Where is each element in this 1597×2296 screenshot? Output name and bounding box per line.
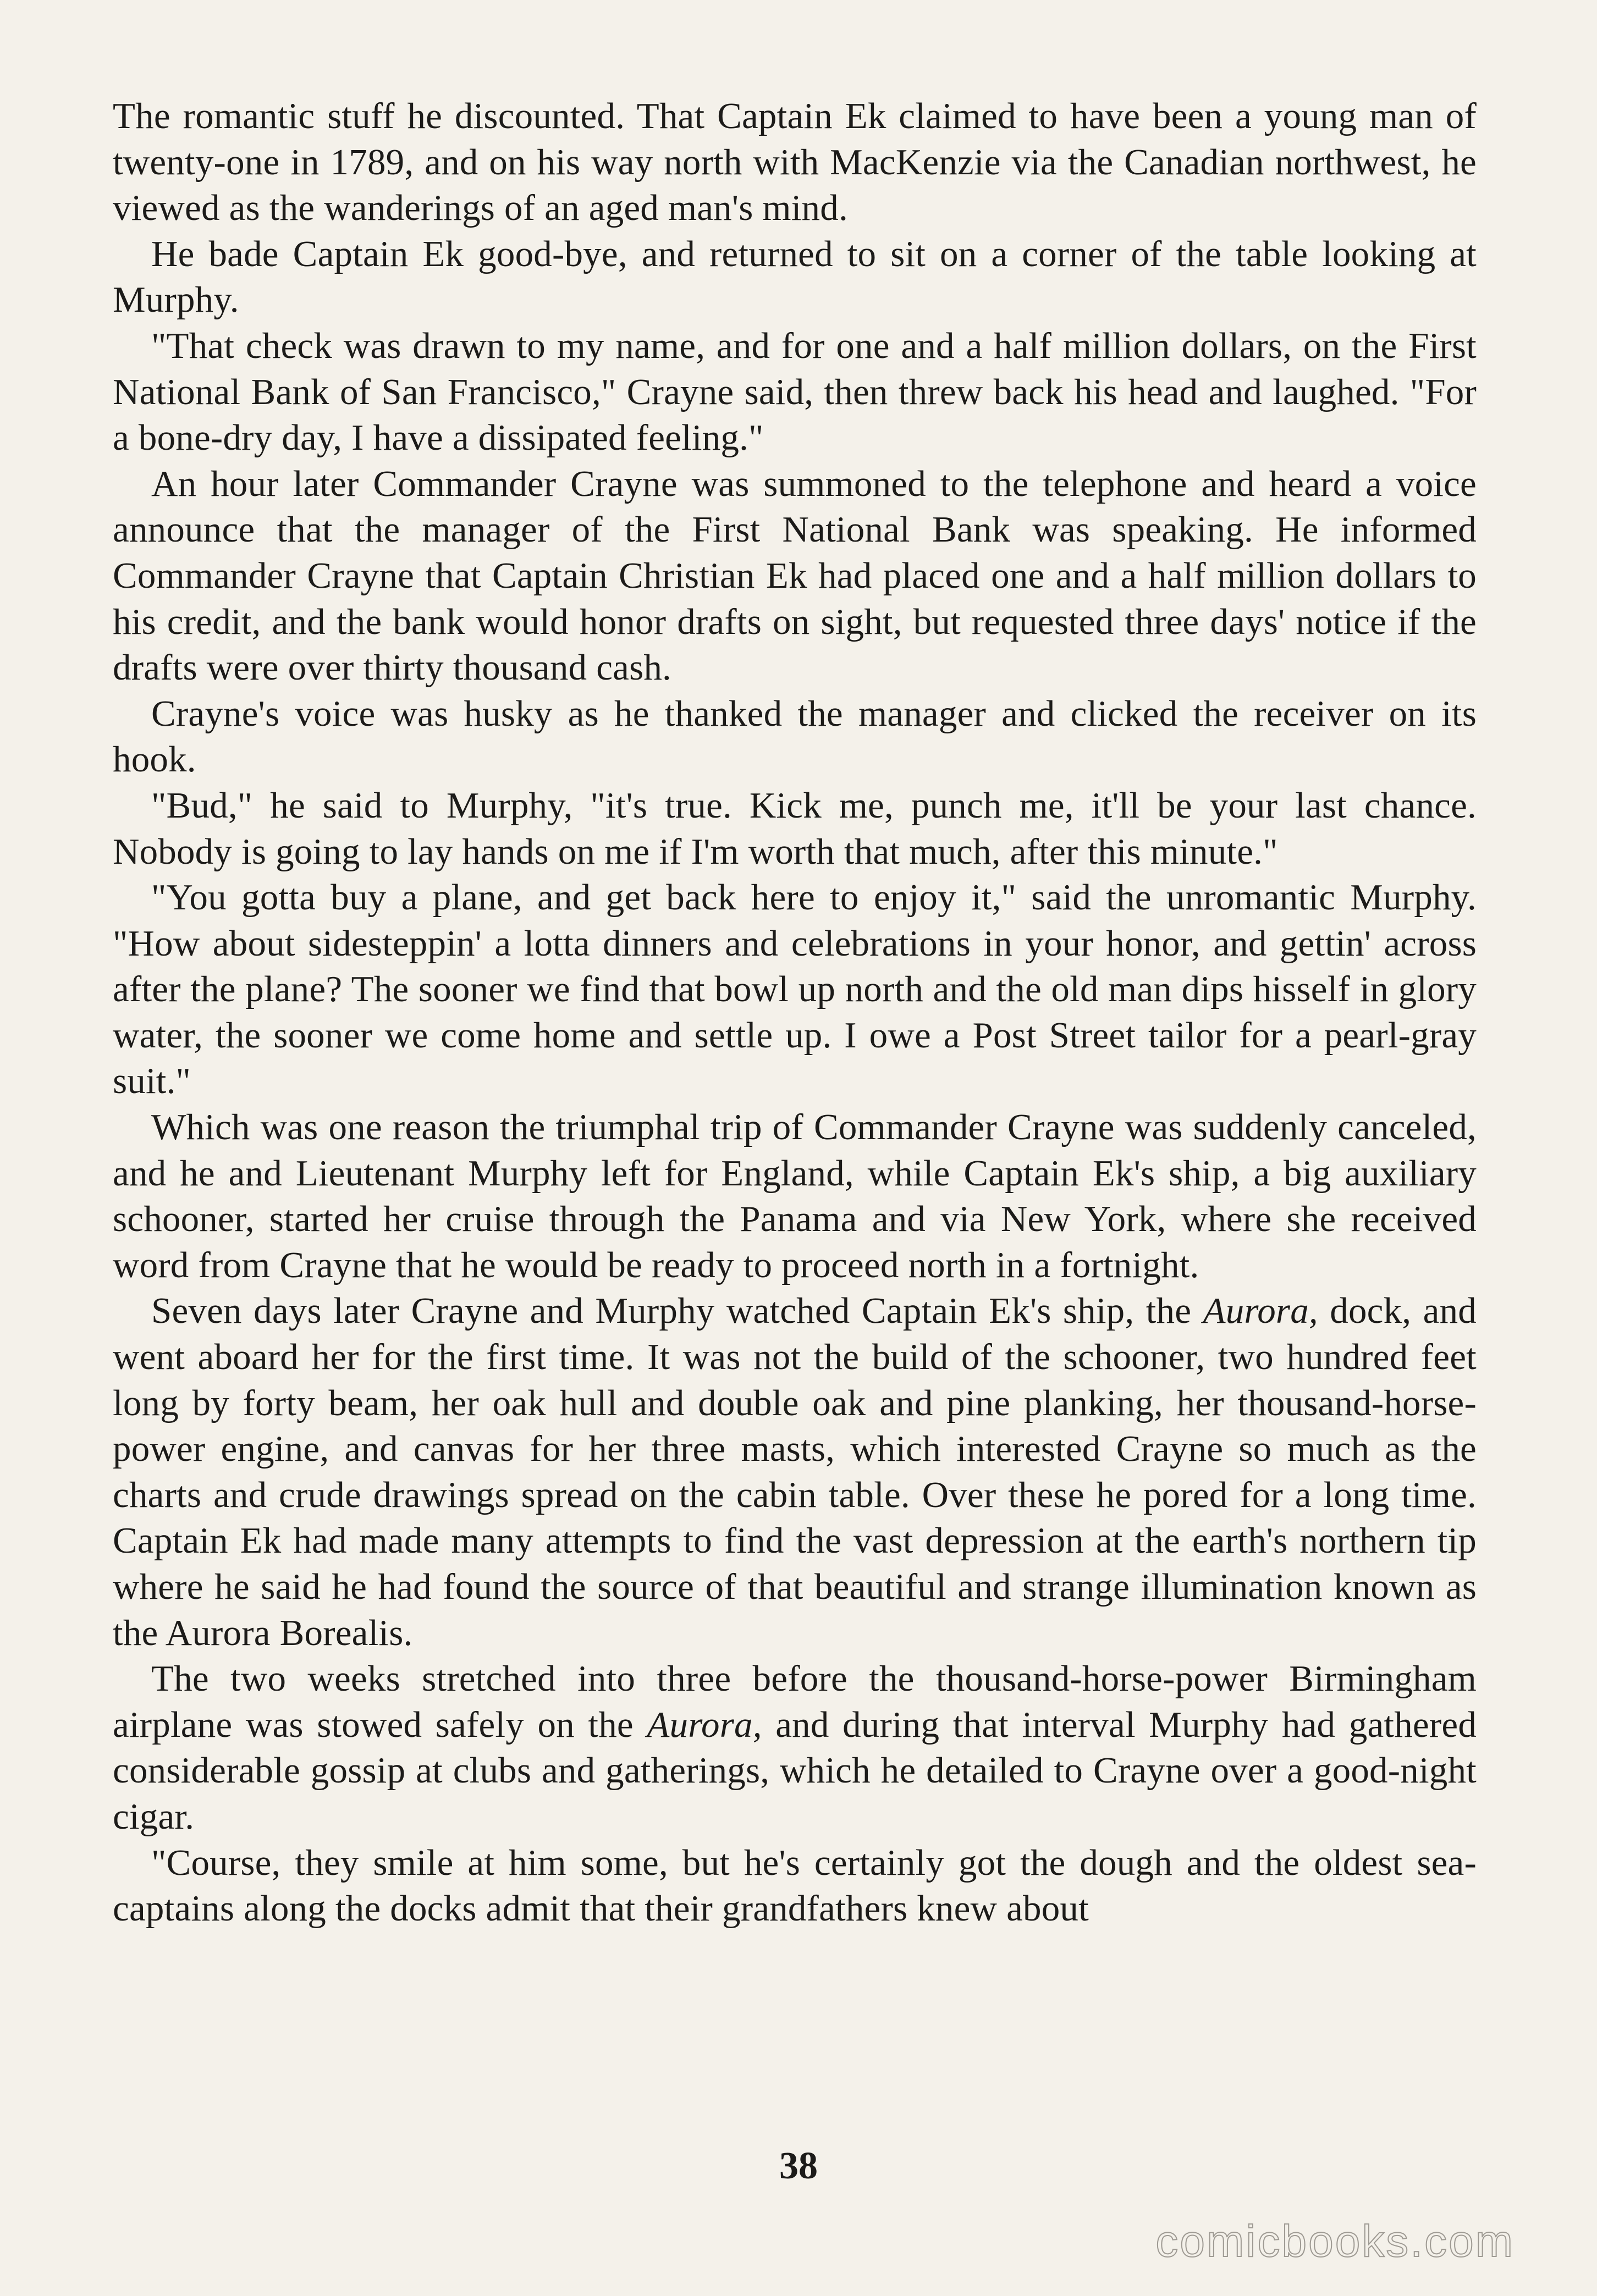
body-text — [113, 93, 1477, 1932]
paragraph-2: He bade Captain Ek good-bye, and returned to sit on a corner of the table looking at Murphy. — [113, 233, 1477, 321]
paragraph-9-part-2: dock, and went aboard her for the first time. It was not the build of the schooner, two hundred feet long by forty beam, her oak hull and double oak and pine planking, her thousand-horse-power engine, and canvas for her three masts, which interested Crayne so much as the charts and crude drawings spread on the cabin table. Over these he pored for a long time. Captain Ek had made many attempts to find the vast depression at the earth's northern tip where he said he had found the source of that beautiful and strange illumination known as the Aurora Borealis. — [113, 1290, 1477, 1653]
paragraph-4: An hour later Commander Crayne was summoned to the telephone and heard a voice announce that the manager of the First National Bank was speaking. He informed Commander Crayne that Captain Christian Ek had placed one and a half million dollars to his credit, and the bank would honor drafts on sight, but requested three days' notice if the drafts were over thirty thousand cash. — [113, 463, 1477, 688]
paragraph-1: The romantic stuff he discounted. That Captain Ek claimed to have been a young man of twenty-one in 1789, and on his way north with MacKenzie via the Canadian northwest, he viewed as the wanderings of an aged man's mind. — [113, 96, 1477, 229]
ship-name: Aurora, — [1203, 1290, 1318, 1332]
paragraph-11: "Course, they smile at him some, but he's certainly got the dough and the oldest sea-captains along the docks admit that their grandfathers knew about — [113, 1842, 1477, 1929]
paragraph-3: "That check was drawn to my name, and for one and a half million dollars, on the First National Bank of San Francisco," Crayne said, then threw back his head and laughed. "For a bone-dry day, I have a dissipated feeling." — [113, 325, 1477, 459]
paragraph-10 — [113, 1656, 1477, 1840]
paragraph-6: "Bud," he said to Murphy, "it's true. Kick me, punch me, it'll be your last chance. Nobody is going to lay hands on me if I'm worth that much, after this minute." — [113, 785, 1477, 872]
watermark-logo: comicbooks.com — [1155, 2216, 1515, 2266]
paragraph-9-part-1: Seven days later Crayne and Murphy watched Captain Ek's ship, the — [151, 1290, 1192, 1332]
paragraph-7: "You gotta buy a plane, and get back here to enjoy it," said the unromantic Murphy. "How about sidesteppin' a lotta dinners and celebrations in your honor, and gettin' across after the plane? The sooner we find that bowl up north and the old man dips hisself in glory water, the sooner we come home and settle up. I owe a Post Street tailor for a pearl-gray suit." — [113, 877, 1477, 1102]
paragraph-10-part-2: and during that interval Murphy had gathered considerable gossip at clubs and gatherings, which he detailed to Crayne over a good-night cigar. — [113, 1704, 1477, 1837]
page-number: 38 — [779, 2145, 818, 2187]
page-body — [113, 93, 1477, 1932]
paragraph-9 — [113, 1288, 1477, 1656]
ship-name-2: Aurora, — [647, 1704, 762, 1745]
paragraph-8: Which was one reason the triumphal trip of Commander Crayne was suddenly canceled, and he and Lieutenant Murphy left for England, while Captain Ek's ship, a big auxiliary schooner, started her cruise through the Panama and via New York, where she received word from Crayne that he would be ready to proceed north in a fortnight. — [113, 1107, 1477, 1285]
paragraph-5: Crayne's voice was husky as he thanked the manager and clicked the receiver on its hook. — [113, 693, 1477, 780]
paragraph-10-part-1: The two weeks stretched into three before the thousand-horse-power Birmingham airplane was stowed safely on the — [113, 1658, 1477, 1745]
